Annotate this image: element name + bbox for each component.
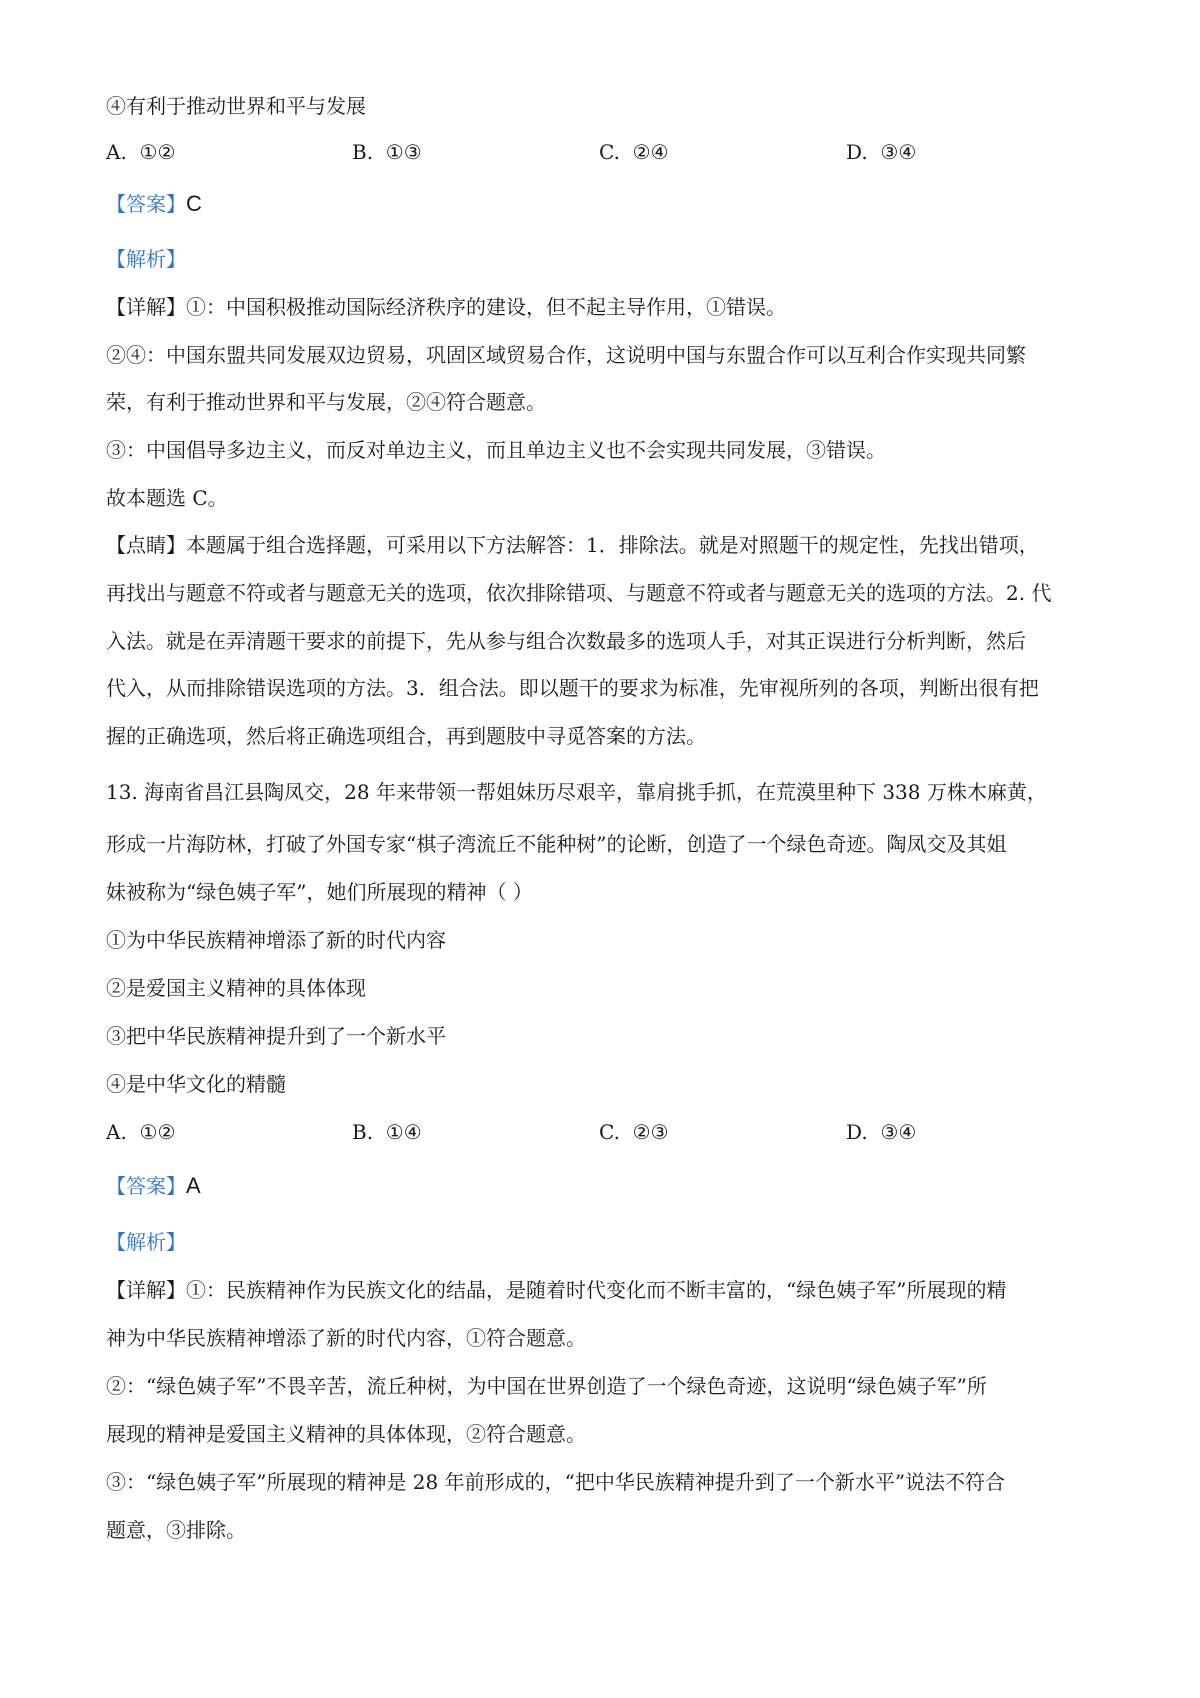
q12-option-b: B. ①③ <box>352 140 422 164</box>
q12-detail-line: ②④：中国东盟共同发展双边贸易，巩固区域贸易合作，这说明中国与东盟合作可以互利合作实现共同繁 <box>106 343 1026 367</box>
q13-detail-line: ③：“绿色姨子军”所展现的精神是 28 年前形成的，“把中华民族精神提升到了一个新水平”说法不符合 <box>106 1470 1006 1494</box>
q12-option-d: D. ③④ <box>846 140 917 164</box>
q12-tip-line: 代入，从而排除错误选项的方法。3．组合法。即以题干的要求为标准，先审视所列的各项，判断出很有把 <box>106 676 1039 700</box>
q12-option-a: A. ①② <box>106 140 176 164</box>
q12-analysis-tag: 【解析】 <box>106 247 186 271</box>
q13-item-3: ③把中华民族精神提升到了一个新水平 <box>106 1024 446 1048</box>
q13-stem-line: 形成一片海防林，打破了外国专家“棋子湾流丘不能种树”的论断，创造了一个绿色奇迹。陶凤交及其姐 <box>106 832 1007 856</box>
q13-answer <box>106 1172 201 1200</box>
q13-detail-line: 题意，③排除。 <box>106 1518 246 1542</box>
q13-item-4: ④是中华文化的精髓 <box>106 1072 286 1096</box>
q13-option-a: A. ①② <box>106 1120 176 1144</box>
q13-detail-line: ②：“绿色姨子军”不畏辛苦，流丘种树，为中国在世界创造了一个绿色奇迹，这说明“绿色姨子军”所 <box>106 1374 987 1398</box>
q12-item-4: ④有利于推动世界和平与发展 <box>106 94 366 118</box>
q13-option-b: B. ①④ <box>352 1120 422 1144</box>
q13-detail-line: 【详解】①：民族精神作为民族文化的结晶，是随着时代变化而不断丰富的，“绿色姨子军”所展现的精 <box>106 1278 1007 1302</box>
q13-stem-line: 妹被称为“绿色姨子军”，她们所展现的精神（ ） <box>106 880 533 904</box>
q13-option-c: C. ②③ <box>599 1120 669 1144</box>
q12-tip-line: 再找出与题意不符或者与题意无关的选项，依次排除错项、与题意不符或者与题意无关的选项的方法。2. 代 <box>106 581 1052 605</box>
q13-option-d: D. ③④ <box>846 1120 917 1144</box>
q13-item-1: ①为中华民族精神增添了新的时代内容 <box>106 928 446 952</box>
q12-detail-line: 荣，有利于推动世界和平与发展，②④符合题意。 <box>106 390 546 414</box>
q12-answer <box>106 190 202 218</box>
q12-tip-line: 握的正确选项，然后将正确选项组合，再到题肢中寻觅答案的方法。 <box>106 724 706 748</box>
q13-detail-line: 神为中华民族精神增添了新的时代内容，①符合题意。 <box>106 1326 586 1350</box>
q12-tip-line: 入法。就是在弄清题干要求的前提下，先从参与组合次数最多的选项人手，对其正误进行分析判断，然后 <box>106 629 1026 653</box>
q12-detail-line: ③：中国倡导多边主义，而反对单边主义，而且单边主义也不会实现共同发展，③错误。 <box>106 438 886 462</box>
q12-option-c: C. ②④ <box>599 140 669 164</box>
q13-analysis-tag: 【解析】 <box>106 1230 186 1254</box>
answer-tag: 【答案】 <box>106 1174 186 1198</box>
q12-tip-line: 【点睛】本题属于组合选择题，可采用以下方法解答：1．排除法。就是对照题干的规定性，先找出错项， <box>106 533 1039 557</box>
answer-tag: 【答案】 <box>106 192 186 216</box>
q13-item-2: ②是爱国主义精神的具体体现 <box>106 976 366 1000</box>
answer-value: C <box>186 191 202 216</box>
q13-stem-line: 13. 海南省昌江县陶凤交，28 年来带领一帮姐妹历尽艰辛，靠肩挑手抓，在荒漠里种下 338 万株木麻黄， <box>106 780 1047 804</box>
q12-detail-line: 故本题选 C。 <box>106 486 228 510</box>
q12-detail-line: 【详解】①：中国积极推动国际经济秩序的建设，但不起主导作用，①错误。 <box>106 295 786 319</box>
answer-value: A <box>186 1173 201 1198</box>
q13-detail-line: 展现的精神是爱国主义精神的具体体现，②符合题意。 <box>106 1422 586 1446</box>
